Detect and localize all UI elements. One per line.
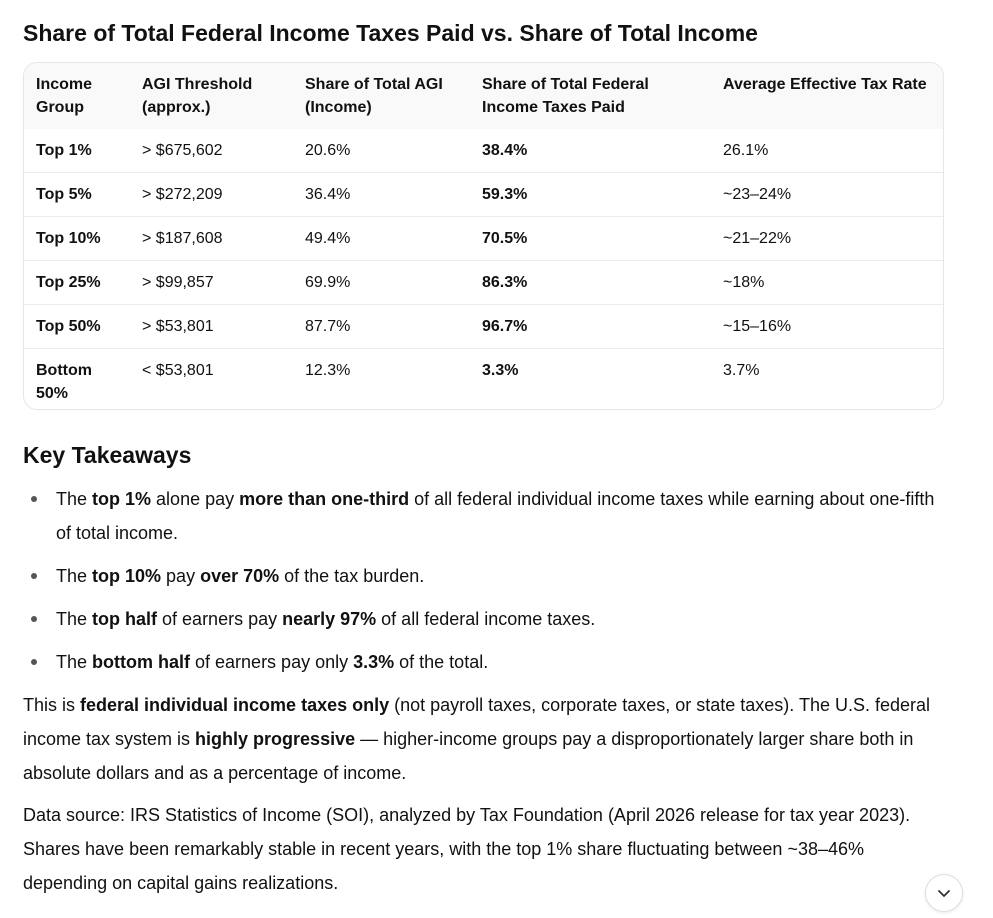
table-row [24, 173, 943, 217]
text-segment: of earners pay only [190, 652, 354, 672]
bullet-icon [31, 496, 37, 502]
table-header-row [24, 63, 943, 129]
bullet-icon [31, 616, 37, 622]
cell-share-taxes: 70.5% [470, 217, 711, 261]
cell-income-group: Top 1% [24, 129, 130, 173]
cell-share-taxes: 96.7% [470, 305, 711, 349]
cell-share-taxes: 38.4% [470, 129, 711, 173]
header-effective-rate: Average Effective Tax Rate [723, 76, 927, 93]
list-item [23, 645, 945, 679]
bold-text: highly progressive [195, 729, 356, 749]
table-row [24, 305, 943, 349]
header-agi-threshold: AGI Threshold (approx.) [142, 76, 253, 116]
list-item [23, 559, 945, 593]
paragraphs [23, 688, 945, 900]
cell-share-agi: 20.6% [293, 129, 470, 173]
bullet-icon [31, 659, 37, 665]
cell-share-taxes: 3.3% [482, 362, 519, 379]
bold-text: top 10% [92, 566, 162, 586]
text-segment: Data source: IRS Statistics of Income (SOI), analyzed by Tax Foundation (April 2026 release for tax year 2023). Shares have been remarkably stable in recent years, with the top 1% share fluctuating between ~38–46% depending on capital gains realizations. [23, 805, 911, 893]
table-row [24, 349, 943, 411]
bold-text: federal individual income taxes only [80, 695, 390, 715]
key-takeaways-section [23, 440, 945, 908]
bullet-icon [31, 573, 37, 579]
cell-share-agi: 69.9% [293, 261, 470, 305]
cell-share-taxes: 86.3% [470, 261, 711, 305]
text-segment: The [56, 566, 93, 586]
cell-agi-threshold: > $99,857 [130, 261, 293, 305]
cell-agi-threshold: > $675,602 [130, 129, 293, 173]
bold-text: bottom half [92, 652, 191, 672]
cell-share-agi: 36.4% [293, 173, 470, 217]
cell-effective-rate: 3.7% [723, 362, 760, 379]
cell-share-agi: 49.4% [293, 217, 470, 261]
scroll-down-button[interactable] [925, 874, 963, 912]
cell-share-agi: 12.3% [305, 362, 351, 379]
cell-effective-rate: ~23–24% [711, 173, 943, 217]
cell-agi-threshold: > $53,801 [130, 305, 293, 349]
bold-text: over 70% [200, 566, 280, 586]
table-row [24, 217, 943, 261]
cell-income-group: Top 5% [24, 173, 130, 217]
list-item [23, 482, 945, 550]
cell-income-group: Top 25% [24, 261, 130, 305]
takeaways-list [23, 482, 945, 679]
cell-income-group: Top 50% [24, 305, 130, 349]
cell-share-agi: 87.7% [293, 305, 470, 349]
cell-agi-threshold: > $272,209 [130, 173, 293, 217]
bold-text: nearly 97% [282, 609, 377, 629]
cell-effective-rate: ~18% [711, 261, 943, 305]
cell-effective-rate: ~15–16% [711, 305, 943, 349]
tax-share-table [23, 62, 944, 410]
section-title: Key Takeaways [23, 442, 192, 468]
text-segment: The [56, 609, 93, 629]
text-segment: The [56, 652, 93, 672]
text-segment: alone pay [151, 489, 240, 509]
cell-agi-threshold: > $187,608 [130, 217, 293, 261]
text-segment: — higher-income groups pay a disproportionately larger share both in absolute dollars and as a percentage of income. [23, 729, 914, 783]
bold-text: top half [92, 609, 158, 629]
cell-share-taxes: 59.3% [470, 173, 711, 217]
cell-effective-rate: 26.1% [711, 129, 943, 173]
header-share-agi: Share of Total AGI (Income) [305, 76, 443, 116]
text-segment: This is [23, 695, 81, 715]
text-segment: of the tax burden. [279, 566, 425, 586]
chevron-down-icon [936, 885, 952, 901]
text-segment: of all federal individual income taxes while earning about one-fifth of total income. [56, 489, 935, 543]
cell-income-group: Bottom 50% [36, 362, 92, 402]
header-income-group: Income Group [36, 76, 93, 116]
cell-effective-rate: ~21–22% [711, 217, 943, 261]
list-item [23, 602, 945, 636]
text-segment: of earners pay [157, 609, 283, 629]
text-segment: pay [161, 566, 201, 586]
table-row [24, 129, 943, 173]
header-share-taxes: Share of Total Federal Income Taxes Paid [482, 76, 649, 116]
data-table [24, 63, 943, 410]
text-segment: of the total. [394, 652, 489, 672]
bold-text: more than one-third [239, 489, 410, 509]
page-title: Share of Total Federal Income Taxes Paid vs. Share of Total Income [23, 20, 758, 46]
text-segment: The [56, 489, 93, 509]
table-row [24, 261, 943, 305]
bold-text: 3.3% [353, 652, 395, 672]
cell-income-group: Top 10% [24, 217, 130, 261]
bold-text: top 1% [92, 489, 152, 509]
explanation-paragraph [23, 688, 945, 790]
cell-agi-threshold: < $53,801 [142, 362, 214, 379]
text-segment: of all federal income taxes. [376, 609, 596, 629]
text-segment: (not payroll taxes, corporate taxes, or state taxes). The U.S. federal income tax system is [23, 695, 931, 749]
data-source-paragraph [23, 798, 945, 900]
